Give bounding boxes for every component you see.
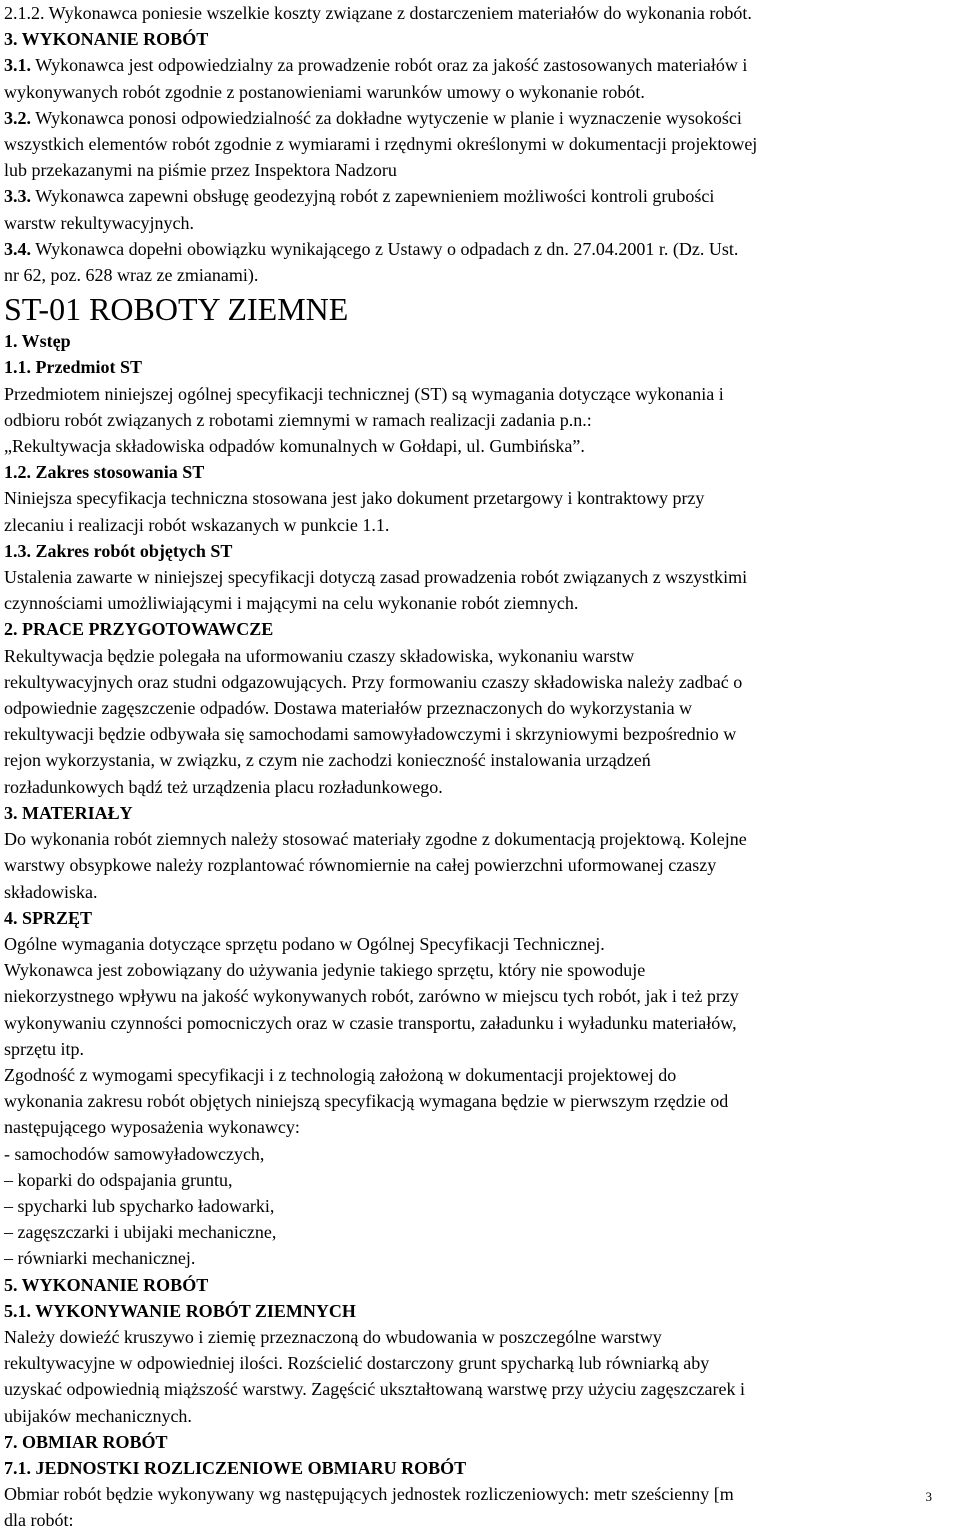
text-line: Ustalenia zawarte w niniejszej specyfikacji dotyczą zasad prowadzenia robót związanych z wszystkimi — [4, 567, 748, 588]
text-line: Przedmiotem niniejszej ogólnej specyfikacji technicznej (ST) są wymagania dotyczące wykonania i — [4, 383, 724, 404]
list-item: – równiarki mechanicznej. — [4, 1248, 196, 1269]
section-heading: 5. WYKONANIE ROBÓT — [4, 1274, 209, 1295]
text-line: „Rekultywacja składowiska odpadów komunalnych w Gołdapi, ul. Gumbińska”. — [4, 436, 585, 457]
text-line: nr 62, poz. 628 wraz ze zmianami). — [4, 265, 259, 286]
text-line: Należy dowieźć kruszywo i ziemię przeznaczoną do wbudowania w poszczególne warstwy — [4, 1326, 662, 1347]
subsection-heading: 5.1. WYKONYWANIE ROBÓT ZIEMNYCH — [4, 1300, 356, 1321]
text-line: lub przekazanymi na piśmie przez Inspektora Nadzoru — [4, 160, 397, 181]
list-item: – spycharki lub spycharko ładowarki, — [4, 1195, 275, 1216]
text-line: 3.3. Wykonawca zapewni obsługę geodezyjną robót z zapewnieniem możliwości kontroli grubości — [4, 186, 715, 207]
text-line: wykonywanych robót zgodnie z postanowieniami warunków umowy o wykonanie robót. — [4, 81, 645, 102]
text-fragment: Wykonawca zapewni obsługę geodezyjną robót z zapewnieniem możliwości kontroli grubości — [35, 186, 715, 207]
text-line: wykonania zakresu robót objętych niniejszą specyfikacją wymagana będzie w pierwszym rzędzie od — [4, 1091, 729, 1112]
section-heading: 3. MATERIAŁY — [4, 802, 133, 823]
list-item: – zagęszczarki i ubijaki mechaniczne, — [4, 1222, 277, 1243]
text-line: dla robót: — [4, 1510, 74, 1531]
text-line: 2.1.2. Wykonawca poniesie wszelkie koszty związane z dostarczeniem materiałów do wykonania robót. — [4, 3, 752, 23]
text-fragment: Wykonawca ponosi odpowiedzialność za dokładne wytyczenie w planie i wyznaczenie wysokości — [35, 107, 742, 128]
text-line: składowiska. — [4, 881, 98, 902]
text-line: rozładunkowych bądź też urządzenia placu rozładunkowego. — [4, 776, 443, 797]
list-item: - samochodów samowyładowczych, — [4, 1143, 265, 1164]
text-line: warstw rekultywacyjnych. — [4, 212, 194, 233]
section-heading: 1. Wstęp — [4, 331, 71, 352]
text-line: warstwy obsypkowe należy rozplantować równomiernie na całej powierzchni uformowanej czaszy — [4, 855, 717, 876]
text-fragment: Wykonawca jest odpowiedzialny za prowadzenie robót oraz za jakość zastosowanych materiałów i — [35, 55, 748, 76]
text-line: Do wykonania robót ziemnych należy stosować materiały zgodne z dokumentacją projektową. Kolejne — [4, 829, 747, 850]
text-line: Niniejsza specyfikacja techniczna stosowana jest jako dokument przetargowy i kontraktowy przy — [4, 488, 705, 509]
text-line: rekultywacji będzie odbywała się samochodami samowyładowczymi i skrzyniowymi bezpośrednio w — [4, 724, 737, 745]
text-line: czynnościami umożliwiającymi i mającymi na celu wykonanie robót ziemnych. — [4, 593, 579, 614]
text-line: 3.2. Wykonawca ponosi odpowiedzialność za dokładne wytyczenie w planie i wyznaczenie wysokości — [4, 107, 742, 128]
text-line: rekultywacyjne w odpowiedniej ilości. Rozścielić dostarczony grunt spycharką lub równiarką aby — [4, 1353, 710, 1374]
subsection-heading: 1.1. Przedmiot ST — [4, 357, 142, 378]
page-title: ST-01 ROBOTY ZIEMNE — [4, 291, 349, 328]
subsection-heading: 1.3. Zakres robót objętych ST — [4, 540, 233, 561]
text-line: sprzętu itp. — [4, 1038, 84, 1059]
text-line: Wykonawca jest zobowiązany do używania jedynie takiego sprzętu, który nie spowoduje — [4, 960, 646, 981]
subsection-heading: 1.2. Zakres stosowania ST — [4, 462, 205, 483]
text-line: rejon wykorzystania, w związku, z czym nie zachodzi konieczność instalowania urządzeń — [4, 750, 651, 771]
text-line: niekorzystnego wpływu na jakość wykonywanych robót, zarówno w miejscu tych robót, jak i też przy — [4, 986, 739, 1007]
text-line: wykonywaniu czynności pomocniczych oraz w czasie transportu, załadunku i wyładunku materiałów, — [4, 1012, 737, 1033]
text-line: 3.1. Wykonawca jest odpowiedzialny za prowadzenie robót oraz za jakość zastosowanych materiałów i — [4, 55, 748, 76]
section-heading: 2. PRACE PRZYGOTOWAWCZE — [4, 619, 274, 640]
section-heading: 4. SPRZĘT — [4, 907, 93, 928]
page-number: 3 — [925, 1489, 932, 1504]
text-line: Ogólne wymagania dotyczące sprzętu podano w Ogólnej Specyfikacji Technicznej. — [4, 933, 605, 954]
text-fragment: Wykonawca dopełni obowiązku wynikającego z Ustawy o odpadach z dn. 27.04.2001 r. (Dz. Ust. — [35, 238, 739, 259]
text-line: odbioru robót związanych z robotami ziemnymi w ramach realizacji zadania p.n.: — [4, 409, 592, 430]
text-line: Zgodność z wymogami specyfikacji i z technologią założoną w dokumentacji projektowej do — [4, 1064, 677, 1085]
text-line: rekultywacyjnych oraz studni odgazowujących. Przy formowaniu czaszy składowiska należy zadbać o — [4, 671, 743, 692]
text-line: odpowiednie zagęszczenie odpadów. Dostawa materiałów przeznaczonych do wykorzystania w — [4, 698, 693, 719]
section-heading: 3. WYKONANIE ROBÓT — [4, 29, 209, 50]
text-line: Rekultywacja będzie polegała na uformowaniu czaszy składowiska, wykonaniu warstw — [4, 645, 635, 666]
text-line: wszystkich elementów robót zgodnie z wymiarami i rzędnymi określonymi w dokumentacji projektowej — [4, 134, 758, 155]
text-line: uzyskać odpowiednią miąższość warstwy. Zagęścić ukształtowaną warstwę przy użyciu zagęszczarek i — [4, 1379, 746, 1400]
list-item: – koparki do odspajania gruntu, — [4, 1169, 233, 1190]
text-line: zlecaniu i realizacji robót wskazanych w punkcie 1.1. — [4, 514, 390, 535]
text-line: następującego wyposażenia wykonawcy: — [4, 1117, 300, 1138]
text-line: Obmiar robót będzie wykonywany wg następujących jednostek rozliczeniowych: metr sześcienny [m — [4, 1484, 734, 1505]
text-line: ubijaków mechanicznych. — [4, 1405, 192, 1426]
text-line: 3.4. Wykonawca dopełni obowiązku wynikającego z Ustawy o odpadach z dn. 27.04.2001 r. (Dz. Ust. — [4, 238, 739, 259]
subsection-heading: 7.1. JEDNOSTKI ROZLICZENIOWE OBMIARU ROBÓT — [4, 1457, 467, 1478]
section-heading: 7. OBMIAR ROBÓT — [4, 1431, 168, 1452]
